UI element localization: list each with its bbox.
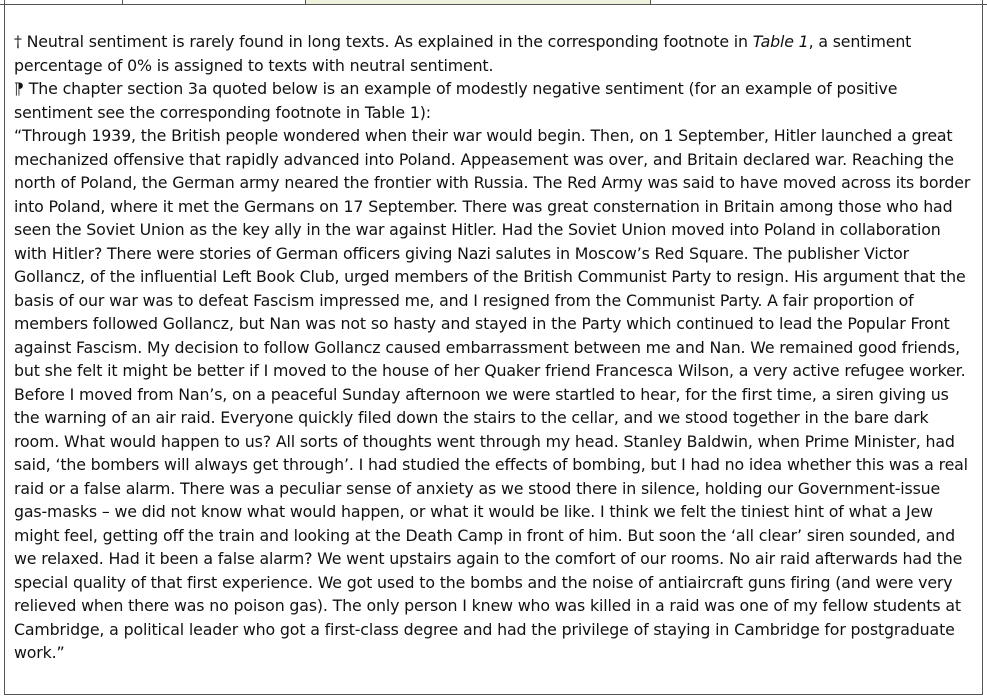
footnote-text: , a sentiment percentage of 0% is assigned to texts with neutral sentiment. <box>14 32 912 75</box>
table-header-cell-shading <box>305 0 650 4</box>
table-footnotes <box>14 30 974 665</box>
reversed-pilcrow-marker: ⁋ <box>14 79 24 98</box>
quoted-passage: “Through 1939, the British people wondered when their war would begin. Then, on 1 September, Hitler launched a great mechanized offensive that rapidly advanced into Poland. Appeasement was over, and Britain declared war. Reaching the north of Poland, the German army neared the frontier with Russia. The Red Army was said to have moved across its border into Poland, where it met the Germans on 17 September. There was great consternation in Britain among those who had seen the Soviet Union as the key ally in the war against Hitler. Had the Soviet Union moved into Poland in collaboration with Hitler? There were stories of German officers giving Nazi salutes in Moscow’s Red Square. The publisher Victor Gollancz, of the influential Left Book Club, urged members of the British Communist Party to resign. His argument that the basis of our war was to defeat Fascism impressed me, and I resigned from the Communist Party. A fair proportion of members followed Gollancz, but Nan was not so hasty and stayed in the Party which continued to lead the Popular Front against Fascism. My decision to follow Gollancz caused embarrassment between me and Nan. We remained good friends, but she felt it might be better if I moved to the house of her Quaker friend Francesca Wilson, a very active refugee worker. Before I moved from Nan’s, on a peaceful Sunday afternoon we were startled to hear, for the first time, a siren giving us the warning of an air raid. Everyone quickly filed down the stairs to the cellar, and we stood together in the bare dark room. What would happen to us? All sorts of thoughts went through my head. Stanley Baldwin, when Prime Minister, had said, ‘the bombers will always get through’. I had studied the effects of bombing, but I had no idea whether this was a real raid or a false alarm. There was a peculiar sense of anxiety as we stood there in silence, holding our Government-issue gas-masks – we did not know what would happen, or what it would be like. I think we felt the tiniest hint of what a Jew might feel, getting off the train and looking at the Death Camp in front of him. But soon the ‘all clear’ siren sounded, and we relaxed. Had it been a false alarm? We went upstairs again to the comfort of our rooms. No air raid afterwards had the special quality of that first experience. We got used to the bombs and the noise of antiaircraft guns firing (and were very relieved when there was no poison gas). The only person I knew who was killed in a raid was one of my fellow students at Cambridge, a political leader who got a first-class degree and had the privilege of staying in Cambridge for postgraduate work.” <box>14 126 971 662</box>
footnote-neutral-sentiment <box>14 30 974 77</box>
footnote-text: Neutral sentiment is rarely found in long texts. As explained in the corresponding footnote in <box>21 32 753 51</box>
footnote-text: The chapter section 3a quoted below is an example of modestly negative sentiment (for an example of positive sentiment see the corresponding footnote in Table 1): <box>14 79 898 122</box>
dagger-marker: † <box>14 32 22 51</box>
footnote-negative-sentiment <box>14 77 974 124</box>
table-reference: Table 1 <box>752 32 809 51</box>
